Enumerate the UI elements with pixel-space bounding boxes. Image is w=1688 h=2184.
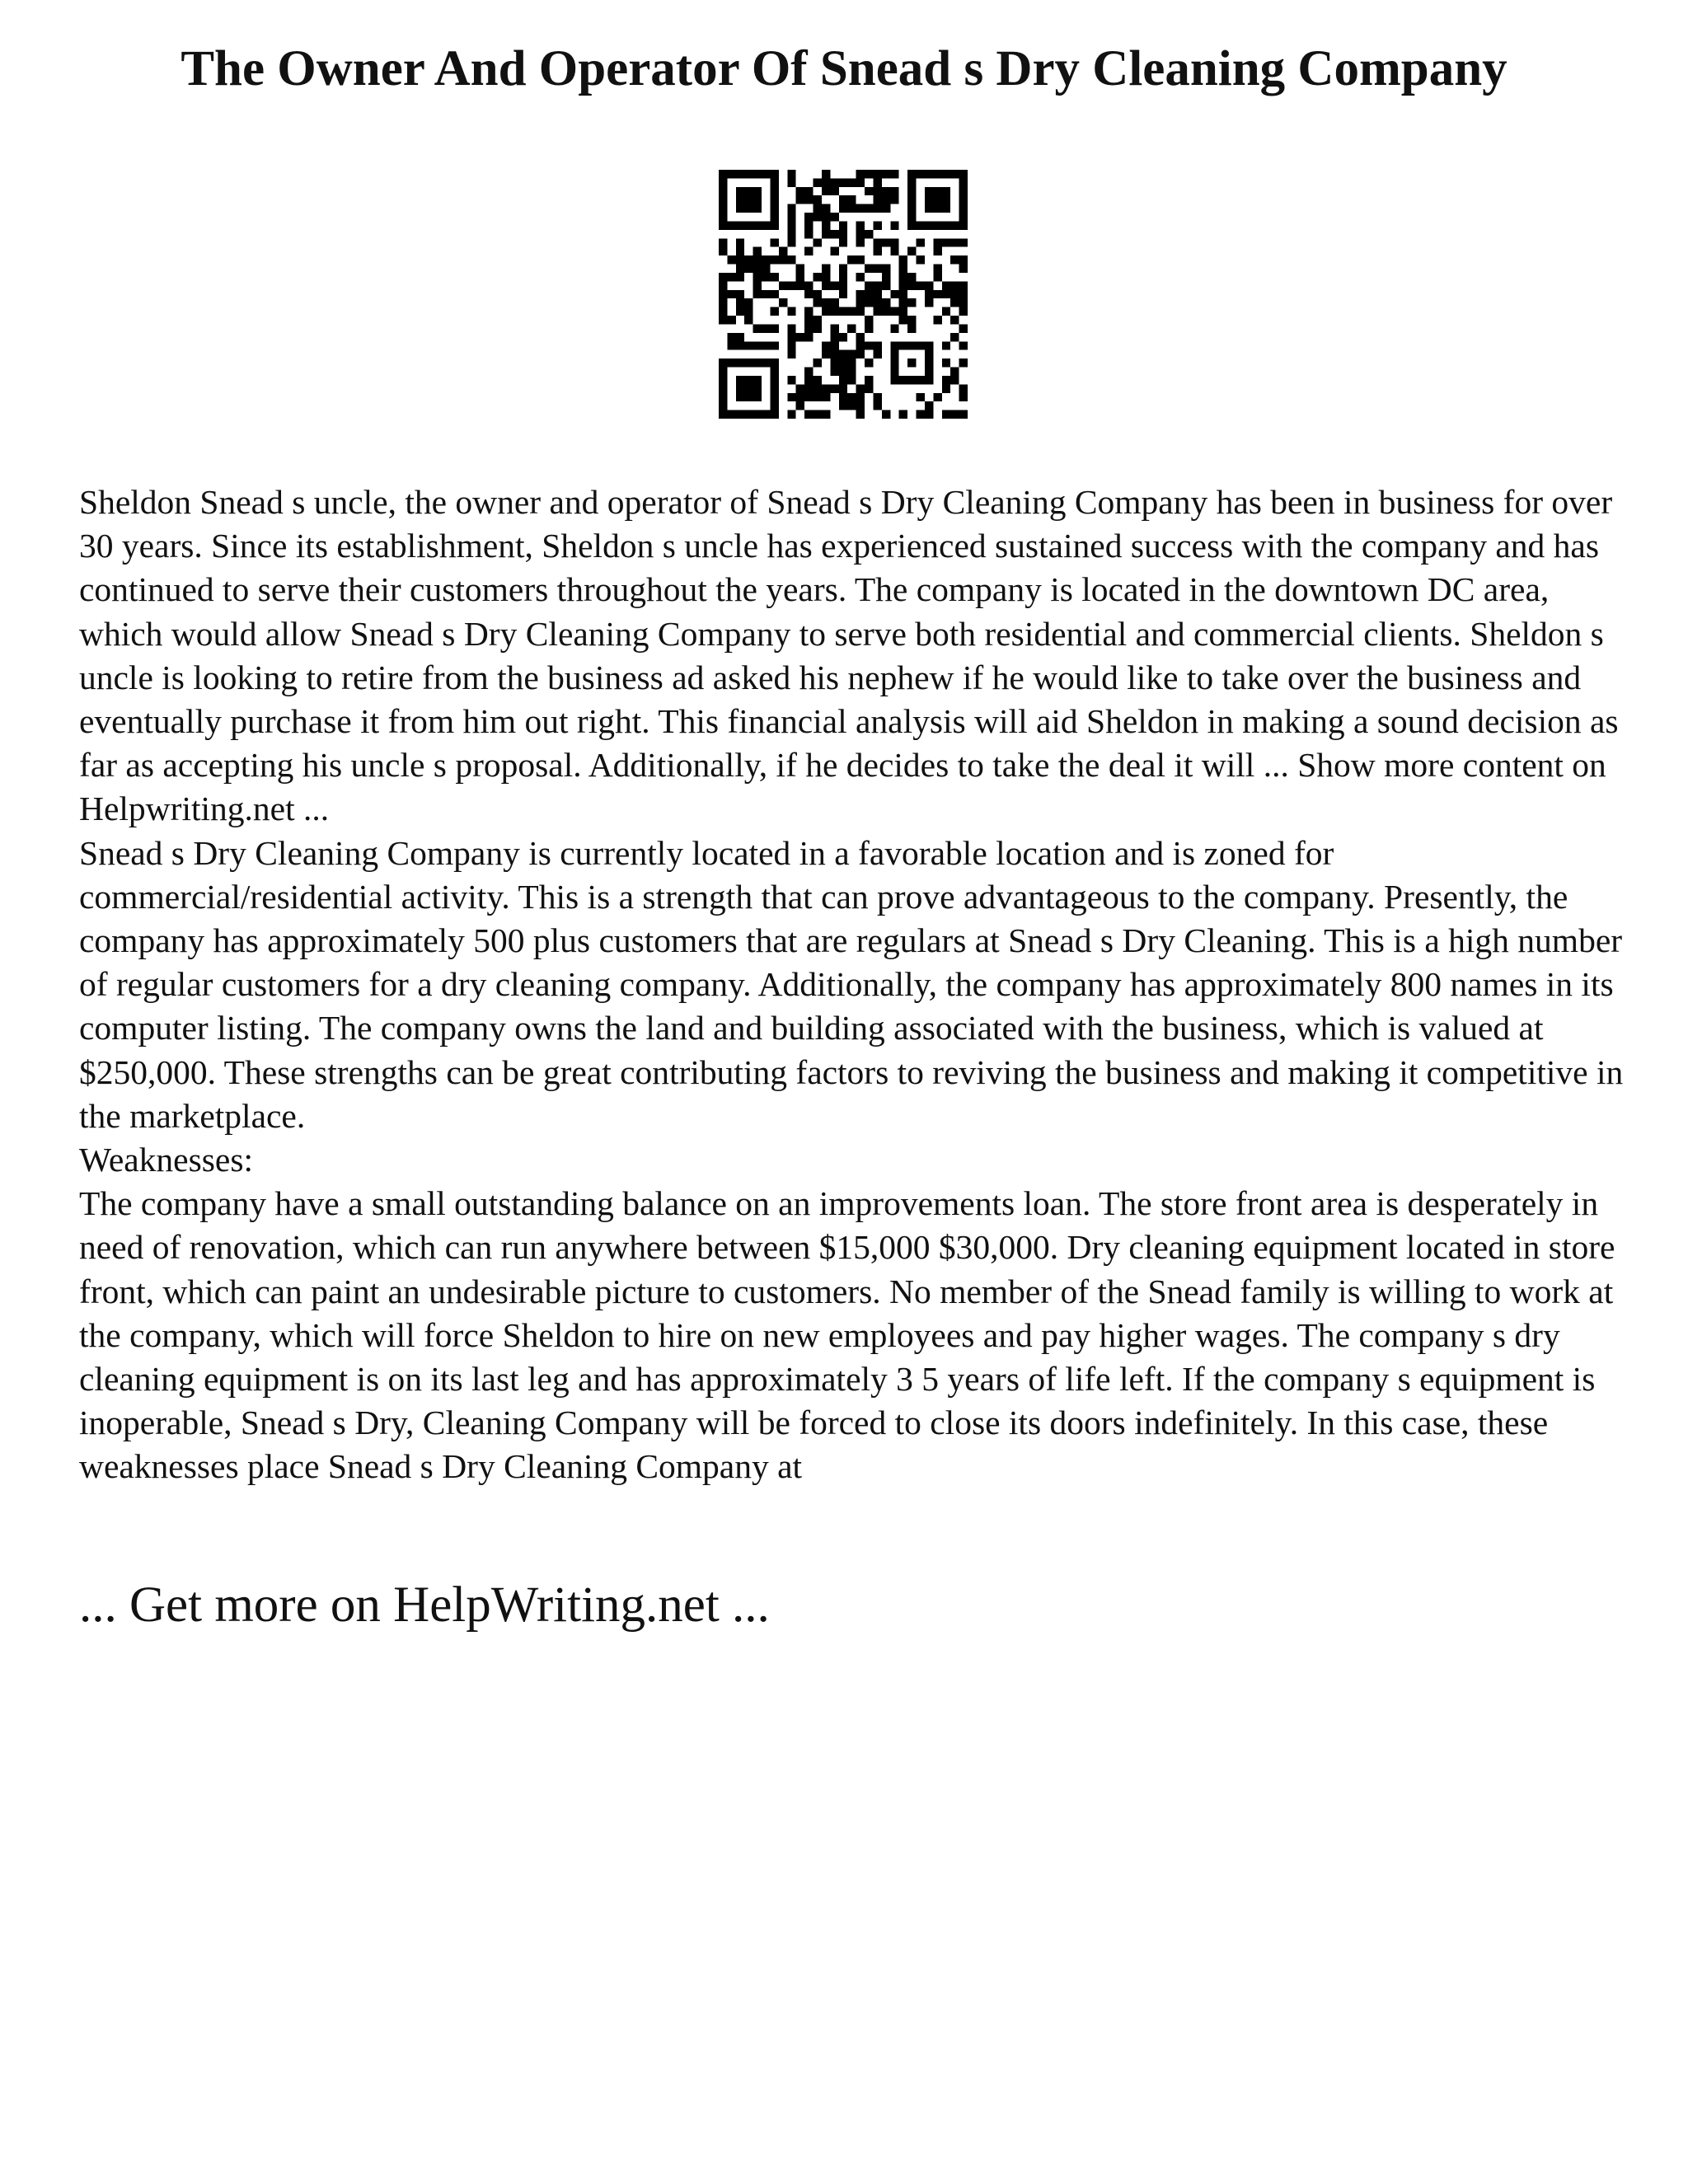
paragraph-intro: Sheldon Snead s uncle, the owner and operator of Snead s Dry Cleaning Company has been in business for over 30 years. Since its establishment, Sheldon s uncle has experienced sustained success with the company and has continued to serve their customers throughout the years. The company is located in the downtown DC area, which would allow Snead s Dry Cleaning Company to serve both residential and commercial clients. Sheldon s uncle is looking to retire from the business ad asked his nephew if he would like to take over the business and eventually purchase it from him out right. This financial analysis will aid Sheldon in making a sound decision as far as accepting his uncle s proposal. Additionally, if he decides to take the deal it will ... Show more content on Helpwriting.net ...	[79, 483, 1619, 828]
qr-code-graphic	[719, 170, 968, 419]
document-body	[79, 480, 1629, 1489]
get-more-link[interactable]: ... Get more on HelpWriting.net ...	[79, 1577, 770, 1633]
page-title: The Owner And Operator Of Snead s Dry Cleaning Company	[181, 41, 1507, 96]
paragraph-weaknesses: The company have a small outstanding balance on an improvements loan. The store front area is desperately in need of renovation, which can run anywhere between $15,000 $30,000. Dry cleaning equipment located in store front, which can paint an undesirable picture to customers. No member of the Snead family is willing to work at the company, which will force Sheldon to hire on new employees and pay higher wages. The company s dry cleaning equipment is on its last leg and has approximately 3 5 years of life left. If the company s equipment is inoperable, Snead s Dry, Cleaning Company will be forced to close its doors indefinitely. In this case, these weaknesses place Snead s Dry Cleaning Company at	[79, 1184, 1615, 1486]
qr-code-icon	[719, 170, 968, 419]
weaknesses-heading: Weaknesses:	[79, 1141, 254, 1179]
paragraph-strengths: Snead s Dry Cleaning Company is currently located in a favorable location and is zoned for commercial/residential activity. This is a strength that can prove advantageous to the company. Presently, the company has approximately 500 plus customers that are regulars at Snead s Dry Cleaning. This is a high number of regular customers for a dry cleaning company. Additionally, the company has approximately 800 names in its computer listing. The company owns the land and building associated with the business, which is valued at $250,000. These strengths can be great contributing factors to reviving the business and making it competitive in the marketplace.	[79, 833, 1624, 1135]
